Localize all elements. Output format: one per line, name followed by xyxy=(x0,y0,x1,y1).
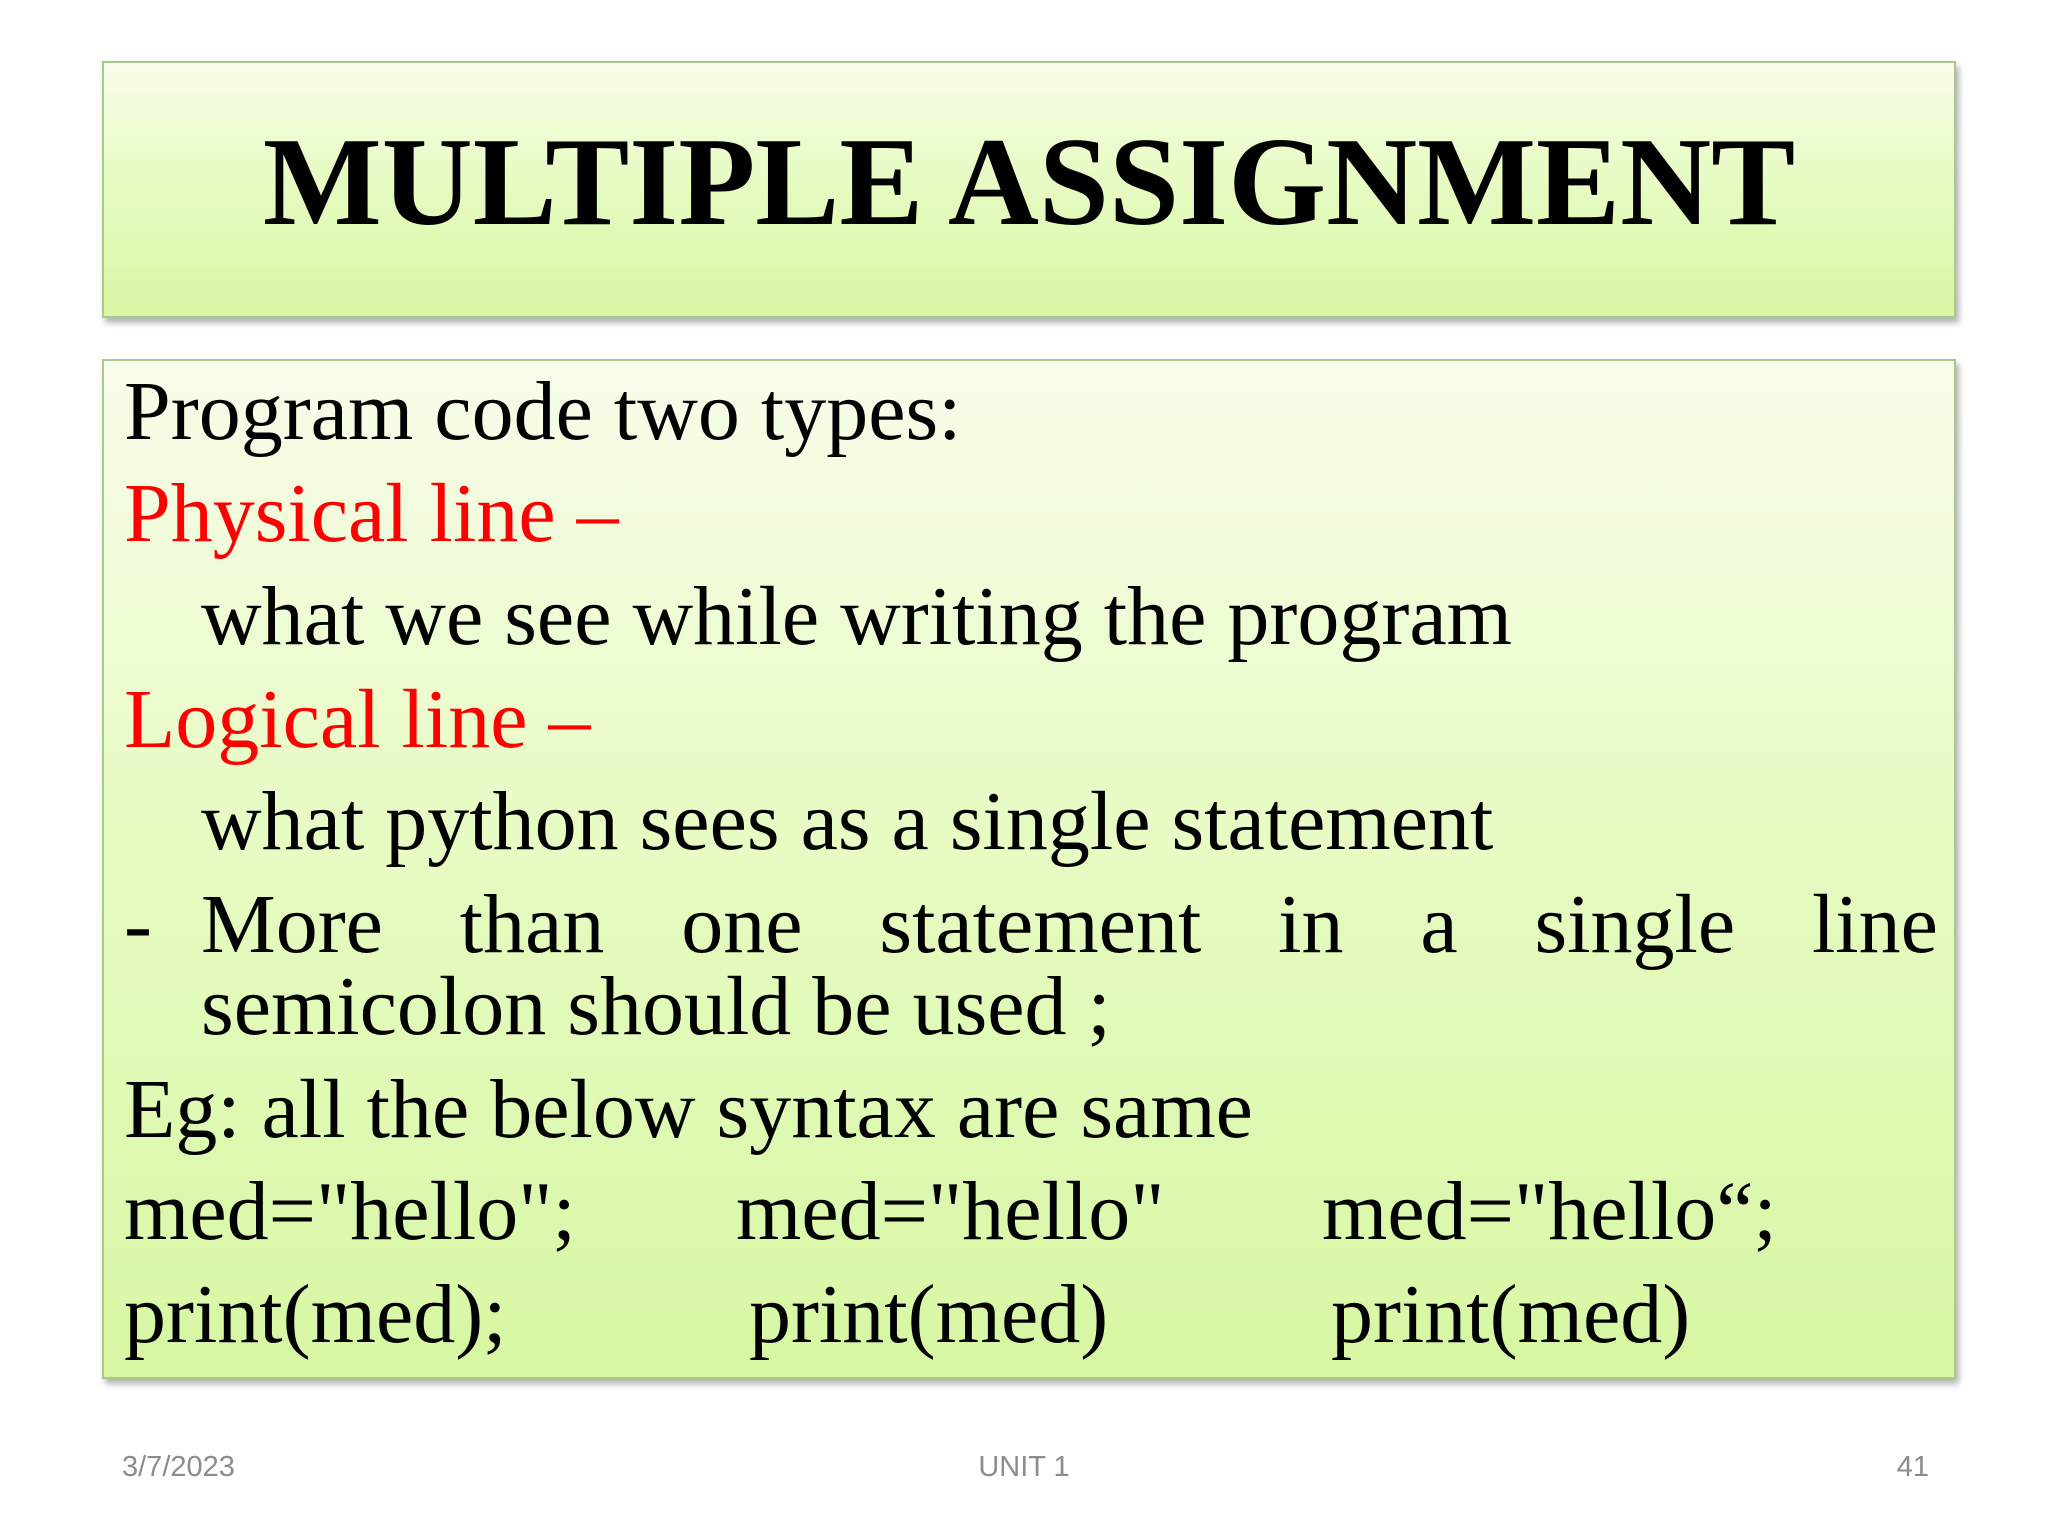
bullet-word: More xyxy=(201,878,383,971)
bullet-line-1 xyxy=(201,878,1938,971)
intro-line: Program code two types: xyxy=(124,365,962,458)
logical-line-term: Logical line – xyxy=(124,673,591,766)
footer-unit: UNIT 1 xyxy=(978,1451,1070,1483)
bullet-word: than xyxy=(459,878,605,971)
content-box xyxy=(102,359,1956,1379)
physical-line-term: Physical line – xyxy=(124,467,619,560)
example-2-line-1: med="hello" xyxy=(736,1165,1165,1258)
bullet-word: single xyxy=(1534,878,1736,971)
slide-title: MULTIPLE ASSIGNMENT xyxy=(262,113,1796,252)
example-1-line-2: print(med); xyxy=(124,1268,507,1361)
bullet-line-2: semicolon should be used ; xyxy=(201,960,1111,1053)
example-3-line-2: print(med) xyxy=(1331,1268,1691,1361)
bullet-word: statement xyxy=(879,878,1202,971)
example-3-line-1: med="hello“; xyxy=(1322,1165,1777,1258)
footer-page-number: 41 xyxy=(1896,1451,1929,1483)
logical-line-description: what python sees as a single statement xyxy=(201,775,1494,868)
bullet-word: one xyxy=(681,878,803,971)
bullet-word: line xyxy=(1811,878,1938,971)
bullet-word: in xyxy=(1278,878,1344,971)
title-box xyxy=(102,61,1956,318)
physical-line-description: what we see while writing the program xyxy=(201,570,1512,663)
bullet-dash: - xyxy=(124,878,152,971)
example-intro: Eg: all the below syntax are same xyxy=(124,1063,1253,1156)
example-2-line-2: print(med) xyxy=(749,1268,1109,1361)
footer-date: 3/7/2023 xyxy=(122,1451,235,1483)
example-1-line-1: med="hello"; xyxy=(124,1165,576,1258)
bullet-word: a xyxy=(1420,878,1458,971)
